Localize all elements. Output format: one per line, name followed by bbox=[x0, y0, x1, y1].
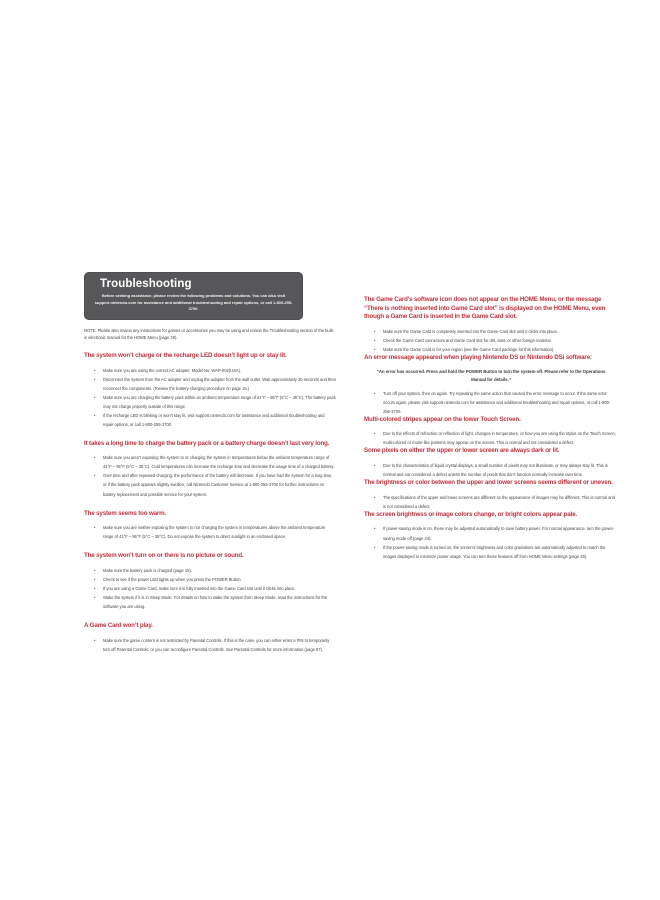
bullet-list bbox=[374, 327, 618, 354]
section-colors-pale bbox=[364, 511, 618, 561]
section-heading: The system seems too warm. bbox=[84, 509, 167, 517]
troubleshooting-page bbox=[84, 272, 618, 654]
page-title: Troubleshooting bbox=[100, 278, 192, 290]
bullet-item: • Make sure you aren’t exposing the system to or charging the system in temperatures below the ambient temperature range of 41°F – 95°F (5°C – 35°C). Cold temperatures can increase the recharge time and decrease the usage time of a charged battery. bbox=[94, 453, 336, 471]
section-heading: The system won’t charge or the recharge LED doesn’t light up or stay lit. bbox=[84, 351, 287, 359]
bullet-item: • Make sure the battery pack is charged (page 15). bbox=[94, 566, 336, 575]
bullet-item: • If power-saving mode is on, these may be adjusted automatically to save battery power. For normal appearance, turn the power-saving mode off (page 24). bbox=[374, 524, 618, 542]
note-paragraph: NOTE: Please also review any instructions for games or accessories you may be using and review the Troubleshooting section of the built-in electronic manual for the HOME Menu (page 29). bbox=[84, 327, 334, 340]
bullet-item: • Due to the effects of refraction or reflection of light, changes in temperature, or how you are using the stylus on the Touch Screen, multi-colored or moire-like patterns may appear on the screen. This is normal and not considered a defect. bbox=[374, 429, 618, 447]
bullet-item: • The specifications of the upper and lower screens are different so the appearance of images may be different. This is normal and is not considered a defect. bbox=[374, 493, 618, 511]
bullet-item: • Make sure you are charging the battery pack within an ambient temperature range of 41°F – 95°F (5°C – 35°C). The battery pack may not charge properly outside of this range. bbox=[94, 393, 336, 411]
bullet-list bbox=[94, 636, 336, 654]
bullet-item: • Make sure you are using the correct AC adapter, Model No. WAP-002(USA). bbox=[94, 366, 336, 375]
bullet-item: • If you are using a Game Card, make sure it is fully inserted into the Game Card slot until it clicks into place. bbox=[94, 584, 336, 593]
section-heading: An error message appeared when playing Nintendo DS or Nintendo DSi software: bbox=[364, 354, 592, 362]
bullet-item: • Disconnect the system from the AC adapter and unplug the adapter from the wall outlet. Wait approximately 30 seconds and then reconnect the components. (Review the battery-charging procedure on page 15.) bbox=[94, 375, 336, 393]
left-column bbox=[84, 272, 336, 654]
bullet-list bbox=[94, 523, 336, 541]
bullet-list bbox=[94, 566, 336, 611]
error-message-quote: “An error has occurred. Press and hold the POWER Button to turn the system off. Please refer to the Operations Manual for details.” bbox=[376, 368, 606, 383]
section-heading: The system won’t turn on or there is no picture or sound. bbox=[84, 552, 244, 560]
bullet-list bbox=[94, 453, 336, 498]
bullet-item: • If the power-saving mode is turned on, the screen’s brightness and color gradations are automatically adjusted to match the images displayed to minimize power usage. You can turn these features off from HOME Menu settings (page 28). bbox=[374, 543, 618, 561]
bullet-list bbox=[374, 524, 618, 560]
bullet-item: • Wake the system if it is in Sleep Mode. For details on how to wake the system from Sleep Mode, read the instructions for the software you are using. bbox=[94, 593, 336, 611]
section-error-message bbox=[364, 354, 618, 415]
section-wont-charge bbox=[84, 352, 336, 429]
section-heading: It takes a long time to charge the battery pack or a battery charge doesn’t last very long. bbox=[84, 439, 330, 447]
section-game-card-icon-missing bbox=[364, 296, 618, 354]
section-too-warm bbox=[84, 510, 336, 542]
section-game-card-wont-play bbox=[84, 622, 336, 654]
bullet-item: • Make sure the game content is not restricted by Parental Controls. If this is the case, you can either enter a PIN to temporarily turn off Parental Controls, or you can reconfigure Parental Controls. See Parental Controls for more information (page 57). bbox=[94, 636, 336, 654]
section-heading: A Game Card won’t play. bbox=[84, 622, 153, 630]
section-heading: The Game Card’s software icon does not appear on the HOME Menu, or the message “There is nothing inserted into Game Card slot” is displayed on the HOME Menu, even though a Game Card is inserted in the Game Card slot. bbox=[364, 296, 606, 321]
section-touch-screen-stripes bbox=[364, 416, 618, 448]
bullet-item: • If the recharge LED is blinking or won’t stay lit, visit support.nintendo.com for assistance and additional troubleshooting and repair options, or call 1-800-255-3700. bbox=[94, 411, 336, 429]
section-heading: The brightness or color between the upper and lower screens seems different or uneven. bbox=[364, 479, 613, 487]
section-brightness-uneven bbox=[364, 479, 618, 511]
bullet-list bbox=[374, 493, 618, 511]
section-charge-time bbox=[84, 440, 336, 499]
section-wont-turn-on bbox=[84, 552, 336, 611]
bullet-list bbox=[374, 429, 618, 447]
bullet-item: • Make sure you are neither exposing the system to nor charging the system in temperatures above the ambient temperature range of 41°F – 95°F (5°C – 35°C). Do not expose the system to direct sunlight in an enclosed space. bbox=[94, 523, 336, 541]
bullet-item: • Check the Game Card connectors and Game Card slot for dirt, dust, or other foreign material. bbox=[374, 336, 618, 345]
troubleshooting-header-box bbox=[84, 272, 303, 320]
section-stuck-pixels bbox=[364, 447, 618, 479]
right-column bbox=[364, 272, 618, 654]
section-heading: Multi-colored stripes appear on the lower Touch Screen. bbox=[364, 415, 521, 423]
bullet-item: • Turn off your system, then on again. Try repeating the same action that caused the error message to occur. If the same error occurs again, please visit support.nintendo.com for assistance and additional troubleshooting and repair options, or call 1-800-255-3700. bbox=[374, 389, 618, 416]
bullet-item: • Make sure the Game Card is completely inserted into the Game Card slot until it clicks into place. bbox=[374, 327, 618, 336]
bullet-item: • Due to the characteristics of liquid crystal displays, a small number of pixels may not illuminate, or may always stay lit. This is normal and not considered a defect unless the number of pixels that don’t function normally increase over time. bbox=[374, 461, 618, 479]
bullet-list bbox=[374, 389, 618, 416]
section-heading: The screen brightness or image colors change, or bright colors appear pale. bbox=[364, 510, 577, 518]
bullet-item: • Over time and after repeated charging, the performance of the battery will decrease. If you have had the system for a long time, or if the battery pack appears slightly swollen, call Nintendo Customer Service at 1-800-255-3700 for further instructions on battery replacement and possible service for your system. bbox=[94, 471, 336, 498]
section-heading: Some pixels on either the upper or lower screen are always dark or lit. bbox=[364, 447, 560, 455]
bullet-list bbox=[94, 366, 336, 429]
bullet-item: • Check to see if the power LED lights up when you press the POWER Button. bbox=[94, 575, 336, 584]
bullet-item: • Make sure the Game Card is for your region (see the Game Card package for this information). bbox=[374, 345, 618, 354]
header-subtext: Before seeking assistance, please review the following problems and solutions. You can also visit support.nintendo.com for assistance and additional troubleshooting and repair options, or call 1-800-255-3700. bbox=[94, 293, 293, 312]
bullet-list bbox=[374, 461, 618, 479]
